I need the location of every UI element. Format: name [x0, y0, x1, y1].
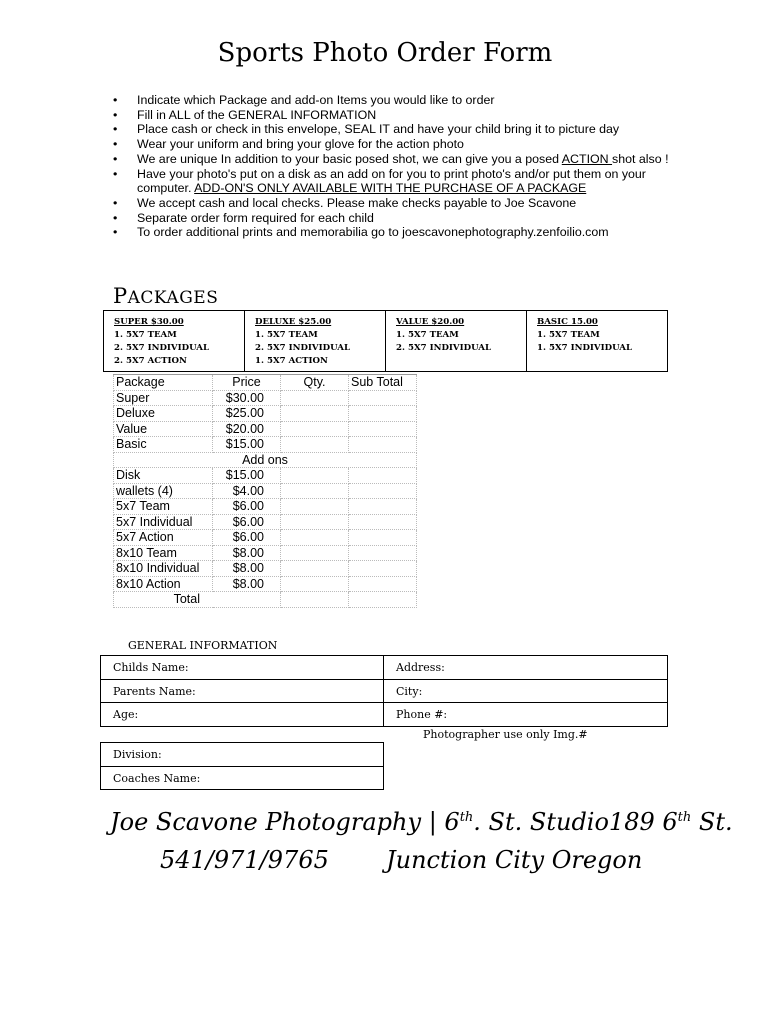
subtotal-cell[interactable] [349, 468, 417, 484]
item-name: 8x10 Individual [114, 561, 213, 577]
package-item: 2. 5X7 INDIVIDUAL [255, 343, 351, 353]
packages-table [103, 310, 668, 372]
qty-cell[interactable] [281, 561, 349, 577]
instruction-emphasis: ADD-ON'S ONLY AVAILABLE WITH THE PURCHASE OF A PACKAGE [194, 181, 587, 196]
package-deluxe [245, 311, 386, 371]
table-row [114, 406, 417, 422]
item-name: 5x7 Individual [114, 514, 213, 530]
package-header: DELUXE $25.00 [255, 317, 332, 327]
subtotal-cell[interactable] [349, 530, 417, 546]
subtotal-cell[interactable] [349, 437, 417, 453]
package-value [386, 311, 527, 371]
package-item: 1. 5X7 TEAM [114, 330, 177, 340]
item-name: Deluxe [114, 406, 213, 422]
studio-street: St. [691, 808, 733, 836]
qty-cell[interactable] [281, 514, 349, 530]
item-price: $6.00 [213, 514, 281, 530]
qty-cell[interactable] [281, 576, 349, 592]
item-price: $30.00 [213, 390, 281, 406]
package-header: SUPER $30.00 [114, 317, 184, 327]
studio-location: Junction City Oregon [386, 846, 643, 874]
total-qty-cell[interactable] [281, 592, 349, 608]
package-item: 1. 5X7 ACTION [255, 356, 328, 366]
parents-name-field[interactable]: Parents Name: [101, 680, 384, 703]
general-info-row [101, 680, 667, 704]
qty-cell[interactable] [281, 530, 349, 546]
instruction-item: • Separate order form required for each child [113, 211, 673, 226]
package-item: 1. 5X7 TEAM [396, 330, 459, 340]
item-price: $8.00 [213, 576, 281, 592]
total-cell[interactable] [349, 592, 417, 608]
table-row [114, 421, 417, 437]
item-price: $8.00 [213, 545, 281, 561]
item-name: 8x10 Action [114, 576, 213, 592]
packages-heading-initial: P [113, 284, 128, 308]
item-price: $15.00 [213, 437, 281, 453]
item-name: Super [114, 390, 213, 406]
table-row [114, 545, 417, 561]
table-row [114, 576, 417, 592]
item-name: wallets (4) [114, 483, 213, 499]
ordinal-suffix: th [459, 810, 474, 825]
instructions-list [113, 93, 673, 240]
header-subtotal: Sub Total [349, 375, 417, 391]
order-table-header [114, 375, 417, 391]
studio-name: Joe Scavone Photography | 6 [110, 808, 460, 836]
package-item: 2. 5X7 INDIVIDUAL [114, 343, 210, 353]
header-qty: Qty. [281, 375, 349, 391]
instruction-item: • Wear your uniform and bring your glove for the action photo [113, 137, 673, 152]
instruction-item [113, 167, 673, 196]
subtotal-cell[interactable] [349, 483, 417, 499]
addons-label: Add ons [114, 452, 417, 468]
instruction-text: shot also ! [612, 151, 669, 166]
qty-cell[interactable] [281, 483, 349, 499]
coaches-name-field[interactable]: Coaches Name: [113, 771, 201, 785]
header-price: Price [213, 375, 281, 391]
photographer-note: Photographer use only Img.# [423, 728, 588, 741]
item-price: $15.00 [213, 468, 281, 484]
subtotal-cell[interactable] [349, 499, 417, 515]
package-super [104, 311, 245, 371]
team-info-row [101, 767, 383, 791]
subtotal-cell[interactable] [349, 421, 417, 437]
header-package: Package [114, 375, 213, 391]
item-price: $6.00 [213, 499, 281, 515]
item-price: $8.00 [213, 561, 281, 577]
subtotal-cell[interactable] [349, 514, 417, 530]
subtotal-cell[interactable] [349, 390, 417, 406]
item-name: 5x7 Team [114, 499, 213, 515]
packages-heading [113, 284, 218, 308]
total-label: Total [114, 592, 281, 608]
instruction-item: • Indicate which Package and add-on Items you would like to order [113, 93, 673, 108]
item-name: 8x10 Team [114, 545, 213, 561]
item-name: Basic [114, 437, 213, 453]
qty-cell[interactable] [281, 499, 349, 515]
general-info-label: GENERAL INFORMATION [128, 639, 278, 652]
childs-name-field[interactable]: Childs Name: [101, 656, 384, 679]
package-basic [527, 311, 667, 371]
instruction-item: • To order additional prints and memorabilia go to joescavonephotography.zenfoilio.com [113, 225, 673, 240]
qty-cell[interactable] [281, 545, 349, 561]
table-row [114, 499, 417, 515]
table-row [114, 468, 417, 484]
qty-cell[interactable] [281, 468, 349, 484]
table-row [114, 483, 417, 499]
table-row [114, 390, 417, 406]
table-row [114, 437, 417, 453]
studio-phone: 541/971/9765 [160, 846, 329, 874]
package-item: 2. 5X7 ACTION [114, 356, 187, 366]
item-price: $20.00 [213, 421, 281, 437]
instruction-emphasis: ACTION [561, 151, 613, 166]
package-item: 1. 5X7 TEAM [255, 330, 318, 340]
qty-cell[interactable] [281, 437, 349, 453]
subtotal-cell[interactable] [349, 561, 417, 577]
instruction-text: Have your photo's put on a disk as an add on for you to print photo's and/or put them on your computer. [137, 166, 646, 196]
subtotal-cell[interactable] [349, 545, 417, 561]
studio-address: . St. Studio189 6 [473, 808, 678, 836]
form-title: Sports Photo Order Form [217, 38, 553, 68]
package-item: 1. 5X7 TEAM [537, 330, 600, 340]
subtotal-cell[interactable] [349, 576, 417, 592]
qty-cell[interactable] [281, 421, 349, 437]
table-row [114, 514, 417, 530]
team-info-box [100, 742, 384, 790]
phone-field[interactable]: Phone #: [396, 708, 448, 721]
item-price: $4.00 [213, 483, 281, 499]
age-field[interactable]: Age: [101, 703, 384, 727]
total-row [114, 592, 417, 608]
table-row [114, 561, 417, 577]
package-header: BASIC 15.00 [537, 317, 598, 327]
signature-line-1 [110, 808, 733, 836]
addons-row [114, 452, 417, 468]
package-header: VALUE $20.00 [396, 317, 465, 327]
general-info-row [101, 656, 667, 680]
package-item: 2. 5X7 INDIVIDUAL [396, 343, 492, 353]
order-table [113, 374, 417, 608]
instruction-item: • Fill in ALL of the GENERAL INFORMATION [113, 108, 673, 123]
item-price: $25.00 [213, 406, 281, 422]
subtotal-cell[interactable] [349, 406, 417, 422]
table-row [114, 530, 417, 546]
qty-cell[interactable] [281, 406, 349, 422]
instruction-item [113, 152, 673, 167]
ordinal-suffix: th [677, 810, 692, 825]
qty-cell[interactable] [281, 390, 349, 406]
city-field[interactable]: City: [396, 684, 423, 698]
item-name: 5x7 Action [114, 530, 213, 546]
packages-heading-rest: ACKAGES [127, 288, 219, 308]
item-name: Disk [114, 468, 213, 484]
instruction-item: • Place cash or check in this envelope, SEAL IT and have your child bring it to picture day [113, 122, 673, 137]
instruction-item: • We accept cash and local checks. Please make checks payable to Joe Scavone [113, 196, 673, 211]
general-info-box [100, 655, 668, 727]
instruction-text: We are unique In addition to your basic posed shot, we can give you a posed [137, 151, 562, 166]
item-name: Value [114, 421, 213, 437]
package-item: 1. 5X7 INDIVIDUAL [537, 343, 633, 353]
team-info-row [101, 743, 383, 767]
general-info-row [101, 703, 667, 727]
division-field[interactable]: Division: [113, 748, 162, 761]
item-price: $6.00 [213, 530, 281, 546]
address-field[interactable]: Address: [396, 661, 445, 674]
